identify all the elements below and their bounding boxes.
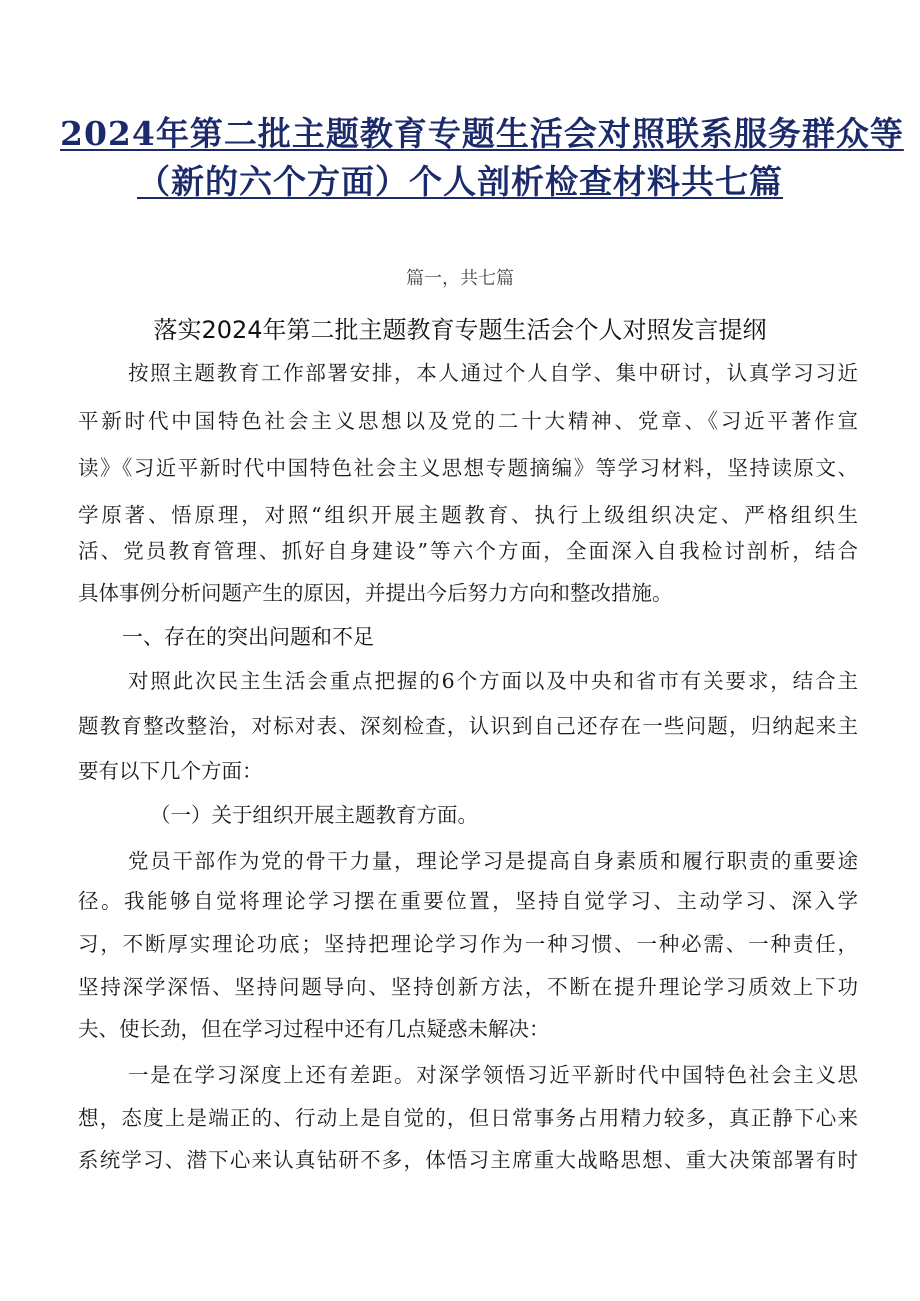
paragraph-3-line-4: 坚持深学深悟、坚持问题导向、坚持创新方法，不断在提升理论学习质效上下功 bbox=[78, 975, 858, 999]
document-title-line-2: （新的六个方面）个人剖析检查材料共七篇 bbox=[137, 162, 783, 201]
paragraph-4-line-1: 一是在学习深度上还有差距。对深学领悟习近平新时代中国特色社会主义思 bbox=[128, 1063, 858, 1087]
paragraph-3-line-5: 夫、使长劲，但在学习过程中还有几点疑惑未解决： bbox=[78, 1017, 550, 1041]
paragraph-4-line-2: 想，态度上是端正的、行动上是自觉的，但日常事务占用精力较多，真正静下心来 bbox=[78, 1106, 858, 1130]
paragraph-4-line-3: 系统学习、潜下心来认真钻研不多，体悟习主席重大战略思想、重大决策部署有时 bbox=[78, 1148, 858, 1172]
paragraph-1-line-2: 平新时代中国特色社会主义思想以及党的二十大精神、党章、《习近平著作宣 bbox=[78, 409, 858, 433]
paragraph-3-line-3: 习，不断厚实理论功底；坚持把理论学习作为一种习惯、一种必需、一种责任， bbox=[78, 932, 858, 956]
paragraph-1-line-4: 学原著、悟原理，对照“组织开展主题教育、执行上级组织决定、严格组织生 bbox=[78, 503, 858, 527]
paragraph-1-line-1: 按照主题教育工作部署安排，本人通过个人自学、集中研讨，认真学习习近 bbox=[128, 361, 858, 385]
paragraph-2-line-2: 题教育整改整治，对标对表、深刻检查，认识到自己还存在一些问题，归纳起来主 bbox=[78, 714, 858, 738]
paragraph-3-line-2: 径。我能够自觉将理论学习摆在重要位置，坚持自觉学习、主动学习、深入学 bbox=[78, 889, 858, 913]
article-number: 篇一，共七篇 bbox=[406, 268, 514, 289]
document-title-line-1: 2024年第二批主题教育专题生活会对照联系服务群众等 bbox=[60, 114, 904, 153]
paragraph-2-line-1: 对照此次民主生活会重点把握的6个方面以及中央和省市有关要求，结合主 bbox=[128, 669, 858, 693]
paragraph-1-line-5: 活、党员教育管理、抓好自身建设”等六个方面，全面深入自我检讨剖析，结合 bbox=[78, 539, 858, 563]
paragraph-3-line-1: 党员干部作为党的骨干力量，理论学习是提高自身素质和履行职责的重要途 bbox=[128, 849, 858, 873]
subsection-heading-1: （一）关于组织开展主题教育方面。 bbox=[150, 803, 478, 827]
paragraph-1-line-3: 读》《习近平新时代中国特色社会主义思想专题摘编》等学习材料，坚持读原文、 bbox=[78, 456, 858, 480]
article-title: 落实2024年第二批主题教育专题生活会个人对照发言提纲 bbox=[153, 316, 767, 344]
paragraph-1-line-6: 具体事例分析问题产生的原因，并提出今后努力方向和整改措施。 bbox=[78, 581, 673, 605]
section-heading-1: 一、存在的突出问题和不足 bbox=[122, 625, 374, 649]
paragraph-2-line-3: 要有以下几个方面： bbox=[78, 759, 263, 783]
